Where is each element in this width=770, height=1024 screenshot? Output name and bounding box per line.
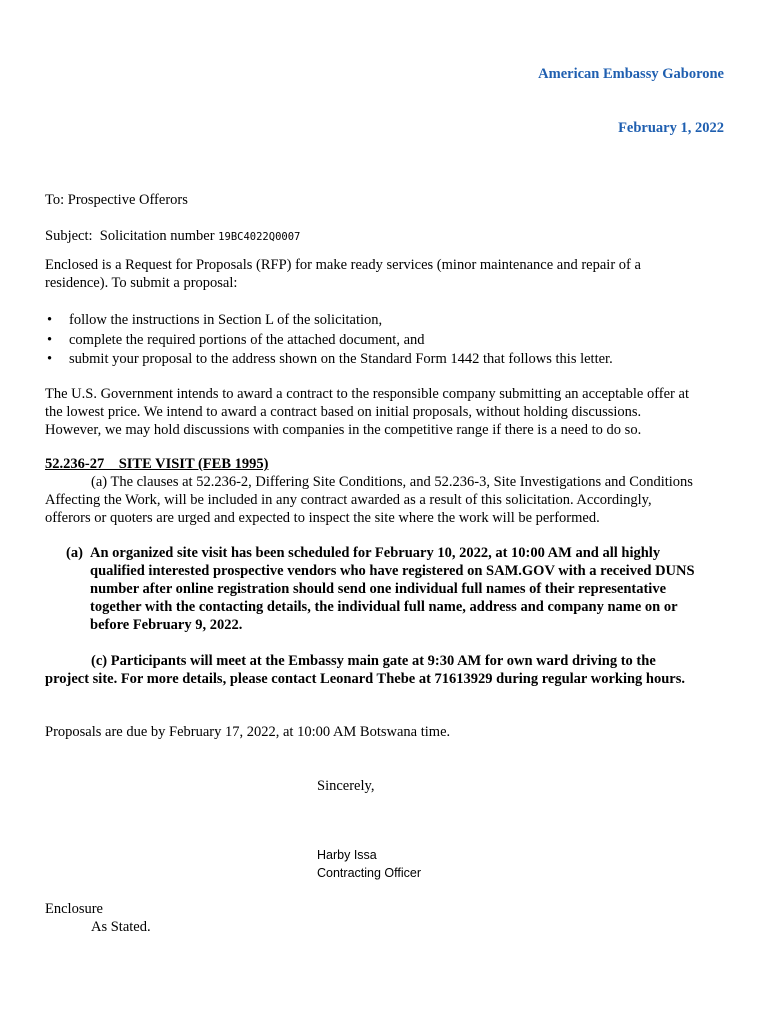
clause-c-line: (c) Participants will meet at the Embassy main gate at 9:30 AM for own ward driving to the	[91, 653, 656, 669]
signer-title: Contracting Officer	[317, 866, 421, 880]
clause-a-line: qualified interested prospective vendors who have registered on SAM.GOV with a received DUNS	[90, 563, 695, 579]
award-line: However, we may hold discussions with companies in the competitive range if there is a need to do so.	[45, 422, 642, 438]
bullet-icon: •	[47, 312, 53, 328]
subject-line	[45, 227, 300, 246]
intro-line: Enclosed is a Request for Proposals (RFP) for make ready services (minor maintenance and repair of a	[45, 257, 641, 273]
bullet-icon: •	[47, 351, 53, 367]
closing: Sincerely,	[317, 778, 375, 794]
enclosure-detail: As Stated.	[91, 919, 151, 935]
subject-label: Subject: Solicitation number	[45, 228, 219, 244]
due-date-line: Proposals are due by February 17, 2022, at 10:00 AM Botswana time.	[45, 724, 451, 740]
site-visit-heading: 52.236-27 SITE VISIT (FEB 1995)	[45, 456, 269, 472]
award-line: The U.S. Government intends to award a contract to the responsible company submitting an acceptable offer at	[45, 386, 689, 402]
bullet-icon: •	[47, 331, 53, 348]
list-item: • complete the required portions of the attached document, and	[47, 331, 425, 348]
site-visit-line: Affecting the Work, will be included in any contract awarded as a result of this solicitation. Accordingly,	[45, 492, 652, 508]
award-paragraph	[45, 385, 689, 439]
award-line: the lowest price. We intend to award a contract based on initial proposals, without holding discussions.	[45, 404, 642, 420]
site-visit-clause-a	[66, 544, 695, 634]
list-item: • submit your proposal to the address shown on the Standard Form 1442 that follows this letter.	[47, 351, 613, 367]
site-visit-paragraph	[45, 473, 693, 527]
site-visit-clause-c	[45, 652, 685, 688]
site-visit-line: offerors or quoters are urged and expected to inspect the site where the work will be performed.	[45, 510, 600, 526]
site-visit-line: (a) The clauses at 52.236-2, Differing Site Conditions, and 52.236-3, Site Investigations and Conditions	[91, 474, 693, 490]
clause-a-line: number after online registration should send one individual full names of their representative	[90, 581, 667, 597]
solicitation-number: 19BC4022Q0007	[218, 231, 301, 243]
letter-date: February 1, 2022	[618, 120, 724, 136]
instruction-list	[45, 311, 613, 370]
list-item: • follow the instructions in Section L of the solicitation,	[47, 312, 383, 328]
clause-a-line: together with the contacting details, the individual full name, address and company name on or	[90, 599, 678, 615]
clause-a-line: before February 9, 2022.	[90, 617, 243, 633]
intro-line: residence). To submit a proposal:	[45, 275, 238, 291]
clause-c-line: project site. For more details, please contact Leonard Thebe at 71613929 during regular working hours.	[45, 671, 685, 687]
intro-paragraph	[45, 256, 641, 292]
embassy-name: American Embassy Gaborone	[538, 66, 724, 82]
clause-a-marker: (a)	[66, 545, 83, 561]
enclosure-label: Enclosure	[45, 901, 103, 917]
signer-name: Harby Issa	[317, 848, 377, 862]
clause-a-line: An organized site visit has been scheduled for February 10, 2022, at 10:00 AM and all highly	[90, 545, 661, 561]
to-line: To: Prospective Offerors	[45, 192, 188, 208]
